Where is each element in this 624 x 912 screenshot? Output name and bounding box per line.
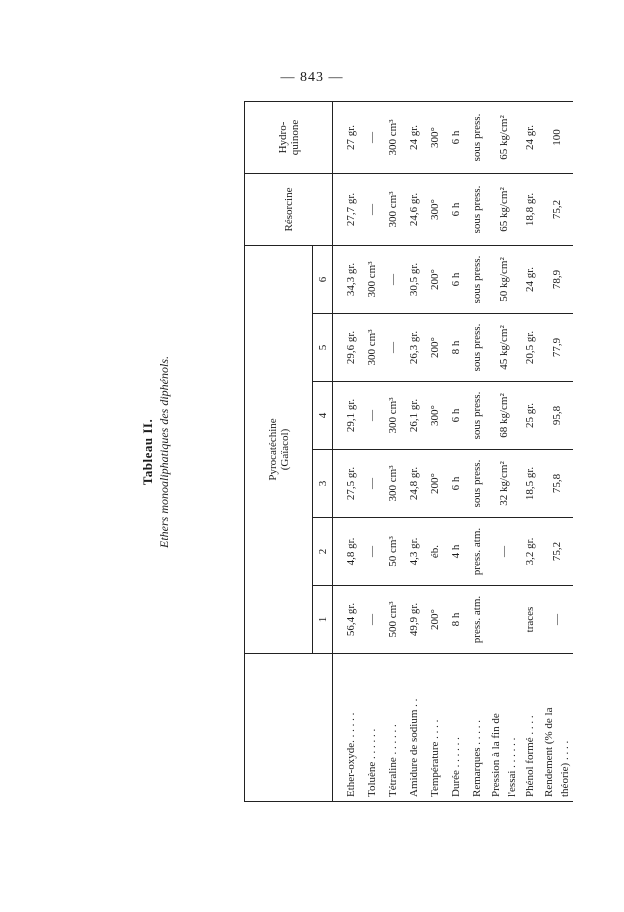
- table-cell: 500 cm³: [387, 601, 399, 638]
- table-cell: 300 cm³: [387, 465, 399, 502]
- table-column: [333, 518, 574, 586]
- table-cell: 65 kg/cm²: [498, 115, 510, 160]
- row-labels-cell: [333, 654, 574, 802]
- table-cell: 8 h: [450, 340, 462, 355]
- table-column: [333, 102, 574, 174]
- table-cell: 6 h: [450, 202, 462, 217]
- header-subcol: 3: [313, 450, 333, 518]
- row-label: Pression à la fin de: [490, 713, 502, 797]
- row-label: Température . . . .: [429, 719, 441, 797]
- table-cell: 300 cm³: [387, 191, 399, 228]
- header-subcol: 2: [313, 518, 333, 586]
- table-cell: 27 gr.: [345, 124, 357, 151]
- table-cell: 45 kg/cm²: [498, 325, 510, 370]
- header-hydroquinone-line2: quinone: [288, 119, 301, 156]
- table-cell: 49,9 gr.: [408, 602, 420, 637]
- table-column: [333, 450, 574, 518]
- table-cell: —: [366, 614, 378, 625]
- table-cell: 200°: [429, 609, 441, 630]
- table-cell: sous press.: [471, 255, 483, 304]
- row-label: Rendement (% de la: [543, 707, 555, 797]
- table-title: Tableau II.: [140, 418, 155, 486]
- table-cell: 26,1 gr.: [408, 398, 420, 433]
- table-cell: sous press.: [471, 391, 483, 440]
- table-cell: 65 kg/cm²: [498, 187, 510, 232]
- table-cell: 56,4 gr.: [345, 602, 357, 637]
- table-cell: 4,3 gr.: [408, 537, 420, 566]
- table-caption: [140, 102, 172, 802]
- table-cell: 29,6 gr.: [345, 330, 357, 365]
- table-cell: 95,8: [551, 405, 563, 426]
- table-cell: 300 cm³: [387, 397, 399, 434]
- table-subtitle: Ethers monoaliphatiques des diphénols.: [157, 356, 171, 548]
- table-cell: éb.: [429, 544, 441, 559]
- row-label: Ether-oxyde. . . . . .: [345, 712, 357, 797]
- row-label: Toluène . . . . . .: [366, 728, 378, 797]
- table-cell: —: [366, 204, 378, 215]
- table-cell: 6 h: [450, 130, 462, 145]
- table-cell: 200°: [429, 269, 441, 290]
- table-cell: 20,5 gr.: [524, 330, 536, 365]
- table-cell: 68 kg/cm²: [498, 393, 510, 438]
- table-cell: sous press.: [471, 113, 483, 162]
- table-cell: 6 h: [450, 272, 462, 287]
- table-cell: 300°: [429, 127, 441, 148]
- header-hydroquinone: [245, 102, 333, 174]
- table-cell: 26,3 gr.: [408, 330, 420, 365]
- row-label: Remarques . . . . .: [471, 720, 483, 797]
- table-cell: —: [551, 614, 563, 625]
- table-cell: —: [366, 478, 378, 489]
- table-cell: sous press.: [471, 459, 483, 508]
- table-cell: press. atm.: [471, 595, 483, 644]
- table-cell: 4 h: [450, 544, 462, 559]
- table-cell: 27,7 gr.: [345, 192, 357, 227]
- table-cell: 75,8: [551, 473, 563, 494]
- table-cell: press. atm.: [471, 527, 483, 576]
- table-cell: 77,9: [551, 337, 563, 358]
- table-cell: —: [366, 132, 378, 143]
- table-cell: sous press.: [471, 185, 483, 234]
- table-cell: 30,5 gr.: [408, 262, 420, 297]
- table-cell: 34,3 gr.: [345, 262, 357, 297]
- row-label: Phénol formé . . . .: [524, 715, 536, 797]
- table-cell: 75,2: [551, 541, 563, 562]
- table-cell: 75,2: [551, 199, 563, 220]
- table-cell: 50 cm³: [387, 536, 399, 567]
- table-column: [333, 174, 574, 246]
- header-subcol: 1: [313, 586, 333, 654]
- row-label: l'essai . . . . . .: [506, 737, 518, 797]
- header-pyrocatechine-line1: Pyrocatéchine: [266, 418, 279, 481]
- table-cell: —: [498, 546, 510, 557]
- table-cell: 200°: [429, 337, 441, 358]
- header-pyrocatechine-line2: (Gaïacol): [278, 428, 291, 471]
- table-cell: [488, 588, 520, 651]
- table-cell: —: [366, 546, 378, 557]
- table-column: [333, 246, 574, 314]
- table-column: [333, 382, 574, 450]
- page-number: — 843 —: [280, 70, 344, 85]
- table-cell: 18,8 gr.: [524, 192, 536, 227]
- table-cell: 300 cm³: [366, 329, 378, 366]
- table-cell: 24 gr.: [408, 124, 420, 151]
- row-label: Amidure de sodium . .: [408, 698, 420, 797]
- table-cell: 6 h: [450, 408, 462, 423]
- rotated-table-block: [140, 102, 571, 802]
- table-cell: sous press.: [471, 323, 483, 372]
- table-cell: 4,8 gr.: [345, 537, 357, 566]
- table-cell: 200°: [429, 473, 441, 494]
- table-cell: 24 gr.: [524, 266, 536, 293]
- table-cell: 50 kg/cm²: [498, 257, 510, 302]
- header-pyrocatechine: [245, 246, 313, 654]
- header-subcol: 6: [313, 246, 333, 314]
- table-cell: 32 kg/cm²: [498, 461, 510, 506]
- table-cell: —: [366, 410, 378, 421]
- table-column: [333, 586, 574, 654]
- table-cell: 300°: [429, 405, 441, 426]
- row-label: théorie) . . . .: [559, 740, 571, 797]
- header-hydroquinone-line1: Hydro-: [276, 121, 289, 154]
- row-label: Durée . . . . . .: [450, 737, 462, 797]
- table-cell: traces: [524, 606, 536, 633]
- table-cell: 78,9: [551, 269, 563, 290]
- table-cell: 300 cm³: [366, 261, 378, 298]
- table-cell: 29,1 gr.: [345, 398, 357, 433]
- header-subcol: 4: [313, 382, 333, 450]
- table-cell: 25 gr.: [524, 402, 536, 429]
- header-subcol: 5: [313, 314, 333, 382]
- table-cell: 27,5 gr.: [345, 466, 357, 501]
- table-cell: 24 gr.: [524, 124, 536, 151]
- table-cell: 18,5 gr.: [524, 466, 536, 501]
- table-cell: 3,2 gr.: [524, 537, 536, 566]
- table-cell: 8 h: [450, 612, 462, 627]
- header-resorcine: Résorcine: [245, 174, 333, 246]
- row-label: Tétraline . . . . . .: [387, 724, 399, 797]
- table-cell: 100: [551, 129, 563, 146]
- table-cell: —: [387, 342, 399, 353]
- table-cell: —: [387, 274, 399, 285]
- header-row-top: [245, 102, 313, 802]
- table-body-row: [333, 102, 574, 802]
- table-cell: 24,6 gr.: [408, 192, 420, 227]
- table-cell: 6 h: [450, 476, 462, 491]
- data-table: [244, 101, 573, 802]
- table-cell: 300 cm³: [387, 119, 399, 156]
- table-column: [333, 314, 574, 382]
- table-cell: 24,8 gr.: [408, 466, 420, 501]
- table-cell: 300°: [429, 199, 441, 220]
- header-corner-cell: [245, 654, 333, 802]
